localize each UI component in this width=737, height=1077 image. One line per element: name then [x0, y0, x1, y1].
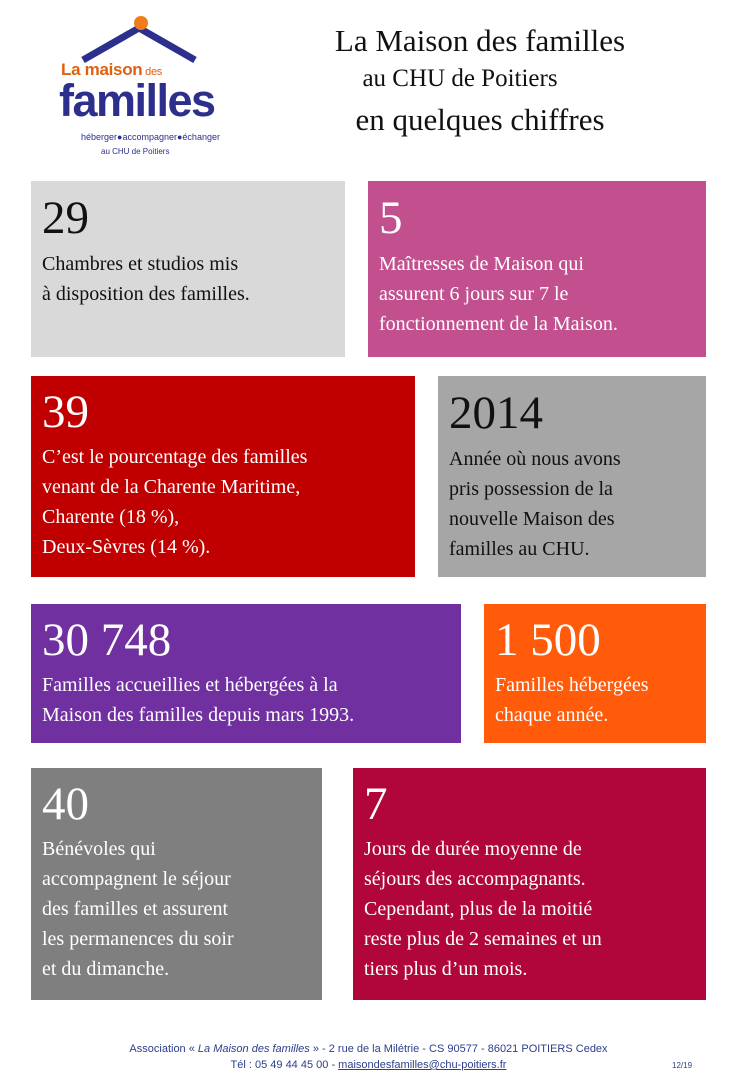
footer-address: Association « La Maison des familles » - 2 rue de la Milétrie - CS 90577 - 86021 POITIERS Cedex	[129, 1043, 608, 1055]
stat-text: Chambres et studios mis à disposition des familles.	[42, 253, 250, 305]
stat-box-families-yearly	[484, 604, 706, 743]
stat-number: 2014	[449, 387, 543, 439]
footer-contact	[0, 1057, 737, 1073]
stat-box-volunteers	[31, 768, 322, 1000]
stat-text: Familles hébergées chaque année.	[495, 674, 649, 726]
stat-text: Jours de durée moyenne de séjours des accompagnants. Cependant, plus de la moitié reste plus de 2 semaines et un tiers plus d’un mois.	[364, 838, 602, 980]
stat-box-rooms	[31, 181, 345, 357]
stat-box-families-total	[31, 604, 461, 743]
title-line-3: en quelques chiffres	[355, 102, 605, 137]
stat-box-percentage	[31, 376, 415, 577]
page-number: 12/19	[672, 1061, 693, 1070]
stat-number: 5	[379, 192, 403, 244]
stat-number: 7	[364, 778, 388, 830]
title-line-1: La Maison des familles	[334, 23, 626, 58]
stat-text: C’est le pourcentage des familles venant de la Charente Maritime, Charente (18 %), Deux-Sèvres (14 %).	[42, 446, 308, 558]
page-title	[240, 22, 720, 142]
title-line-2: au CHU de Poitiers	[362, 65, 558, 92]
stat-text: Maîtresses de Maison qui assurent 6 jours sur 7 le fonctionnement de la Maison.	[379, 253, 618, 335]
footer-phone: Tél : 05 49 44 45 00 -	[230, 1059, 339, 1071]
house-roof-icon	[55, 14, 230, 64]
stat-number: 30 748	[42, 614, 172, 666]
stat-number: 40	[42, 778, 89, 830]
stat-text: Familles accueillies et hébergées à la Maison des familles depuis mars 1993.	[42, 674, 355, 726]
logo-line-1: La maison des	[61, 60, 162, 79]
stat-box-year	[438, 376, 706, 577]
footer	[0, 1041, 737, 1073]
stat-number: 39	[42, 386, 89, 438]
logo-wordmark: familles	[59, 75, 215, 126]
email-link[interactable]: maisondesfamilles@chu-poitiers.fr	[338, 1059, 507, 1071]
logo-tagline: héberger●accompagner●échanger	[81, 132, 220, 142]
stat-text: Année où nous avons pris possession de la nouvelle Maison des familles au CHU.	[449, 448, 621, 560]
logo-subline: au CHU de Poitiers	[101, 147, 170, 156]
stat-number: 29	[42, 192, 89, 244]
stat-box-housekeepers	[368, 181, 706, 357]
stat-text: Bénévoles qui accompagnent le séjour des familles et assurent les permanences du soir et du dimanche.	[42, 838, 234, 980]
stat-number: 1 500	[495, 614, 601, 666]
stat-box-stay-duration	[353, 768, 706, 1000]
